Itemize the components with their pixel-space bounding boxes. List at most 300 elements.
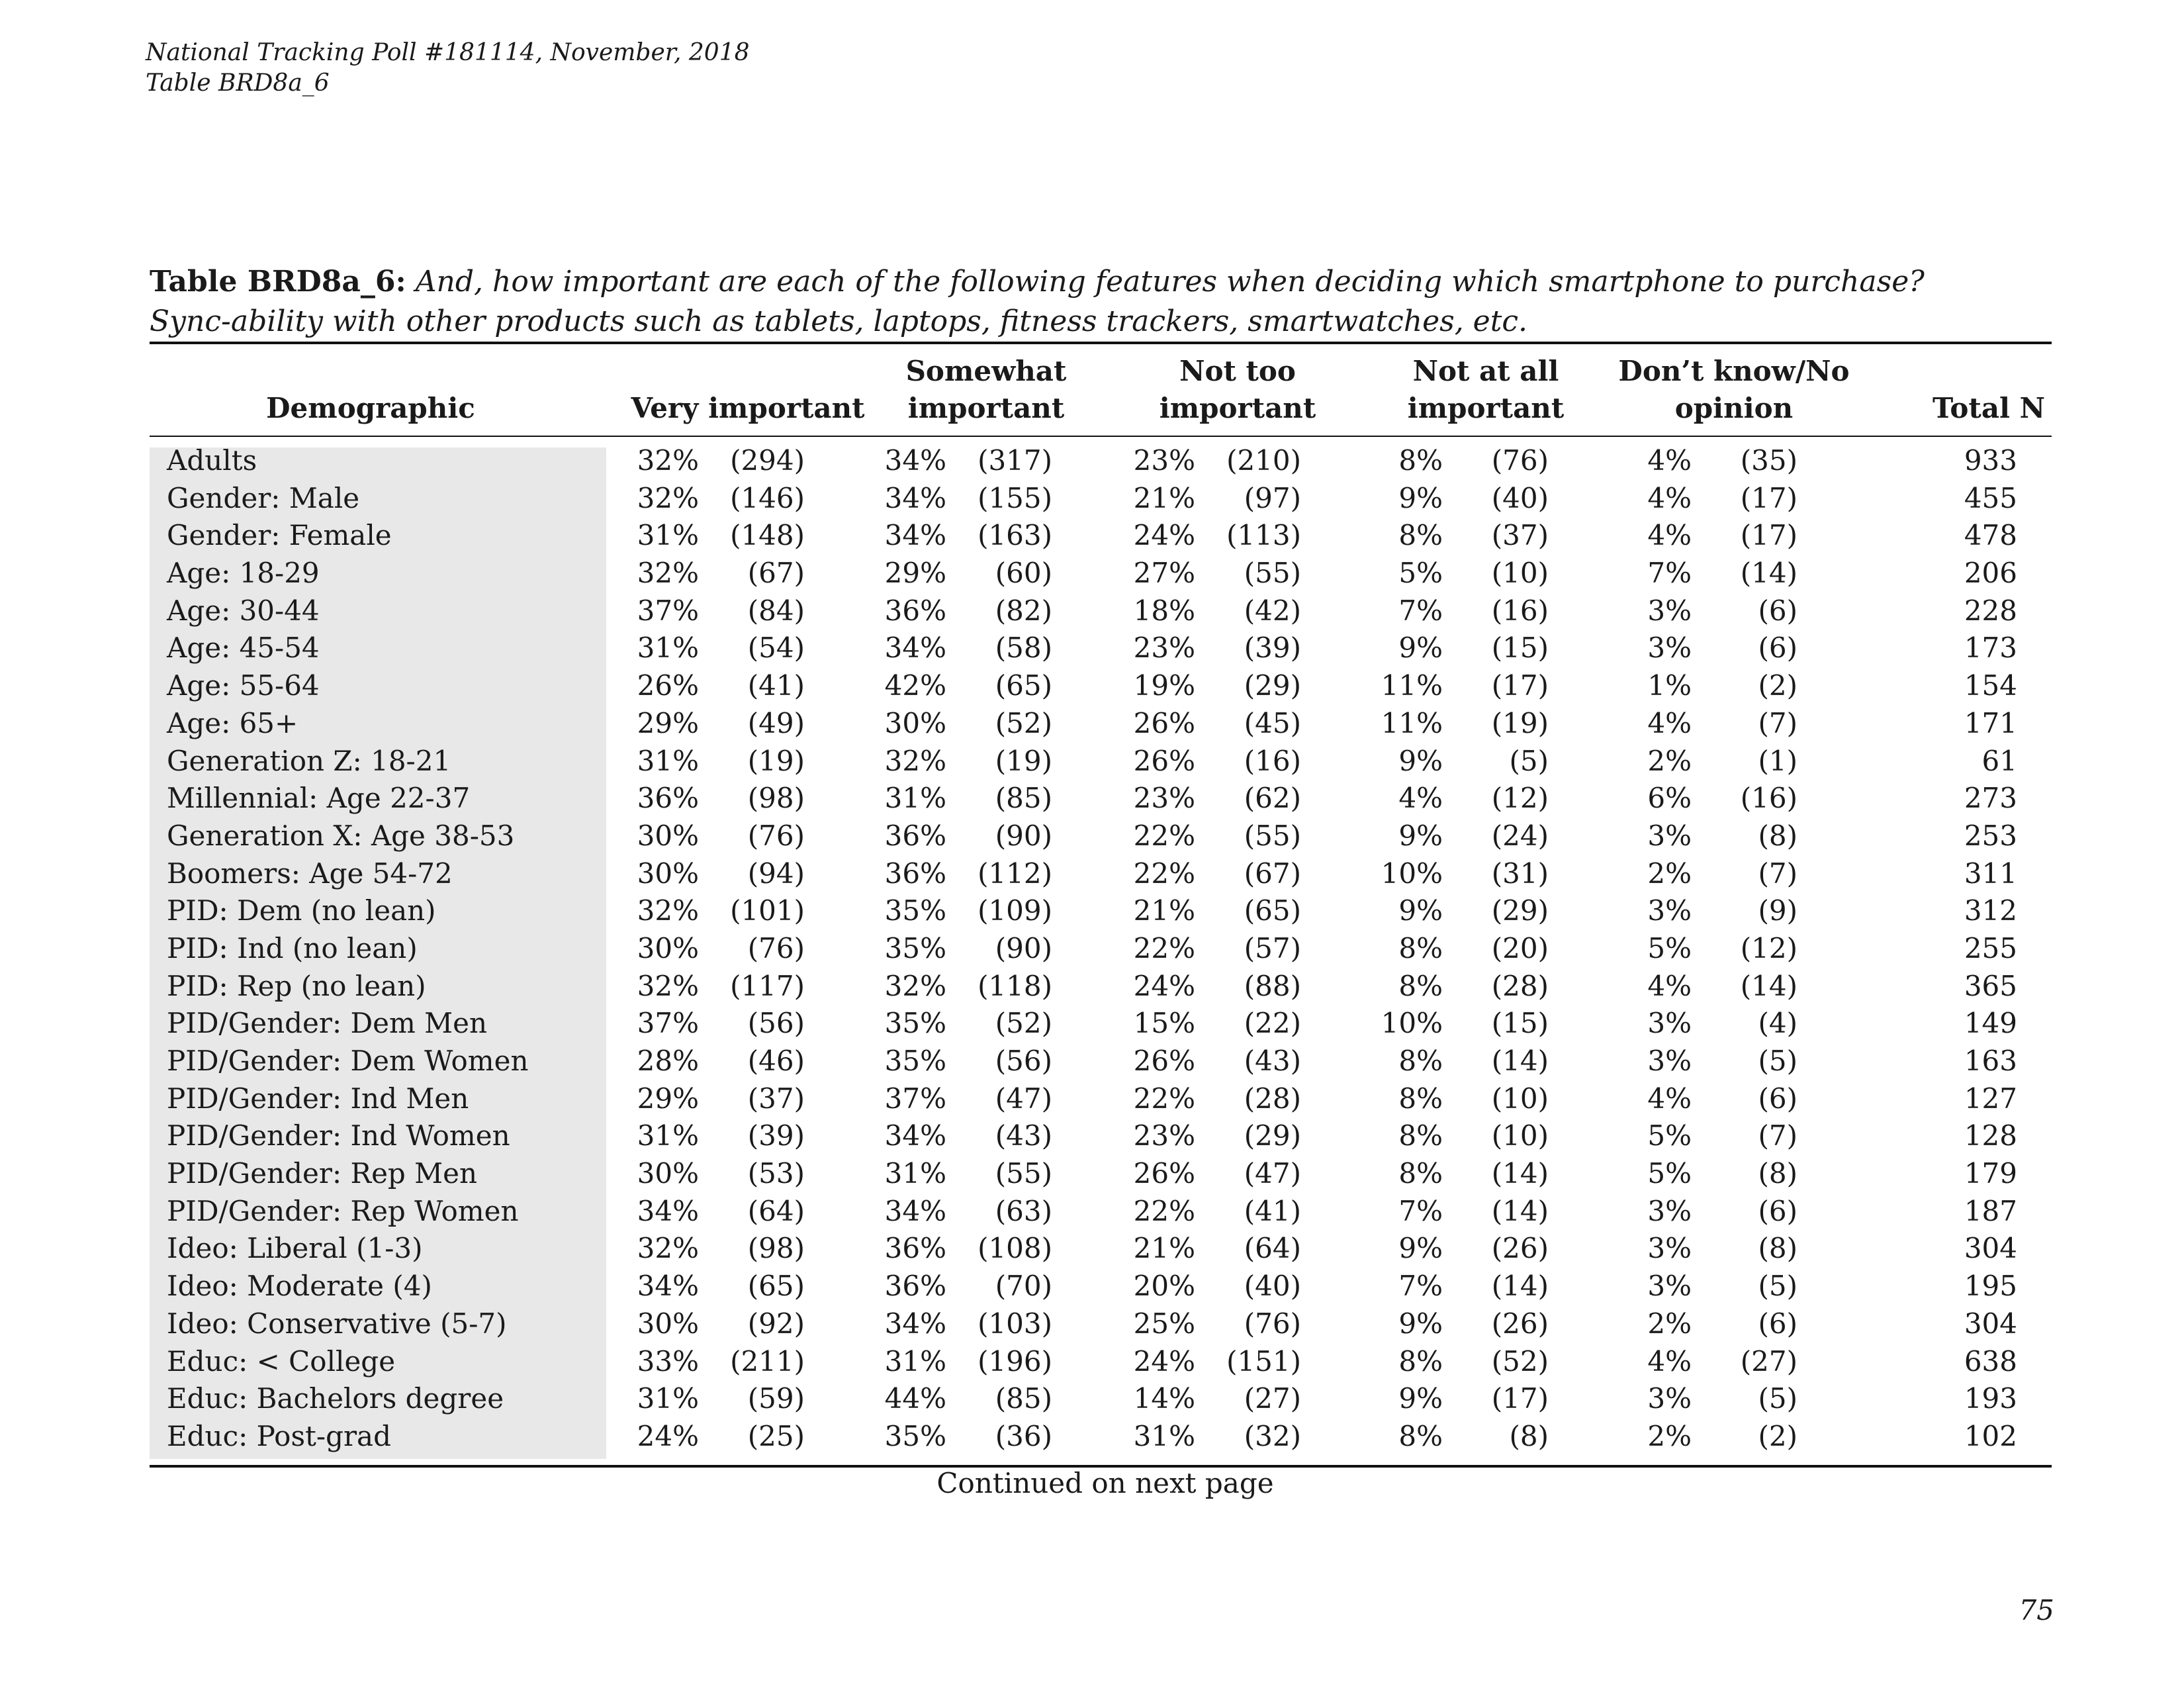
percent-cell: 26%: [1133, 744, 1195, 777]
row-label: Educ: < College: [167, 1344, 396, 1378]
percent-cell: 25%: [1133, 1307, 1195, 1340]
count-cell: (6): [1758, 594, 1797, 627]
percent-cell: 4%: [1647, 444, 1692, 477]
total-n-cell: 304: [1964, 1232, 2017, 1265]
count-cell: (90): [995, 931, 1052, 964]
percent-cell: 26%: [1133, 706, 1195, 739]
percent-cell: 4%: [1647, 706, 1692, 739]
count-cell: (29): [1244, 669, 1301, 702]
count-cell: (5): [1758, 1270, 1797, 1303]
count-cell: (16): [1740, 782, 1797, 815]
percent-cell: 3%: [1647, 1045, 1692, 1077]
count-cell: (103): [978, 1307, 1052, 1340]
caption-subtitle: Sync-ability with other products such as tablets, laptops, fitness trackers, smartwatches, etc.: [150, 305, 1528, 338]
percent-cell: 34%: [884, 1307, 946, 1340]
percent-cell: 3%: [1647, 1194, 1692, 1227]
percent-cell: 3%: [1647, 1007, 1692, 1040]
count-cell: (98): [747, 1232, 805, 1265]
percent-cell: 34%: [884, 632, 946, 665]
caption-label: Table BRD8a_6:: [150, 265, 406, 299]
table-caption: [150, 262, 2069, 342]
count-cell: (109): [978, 894, 1052, 927]
count-cell: (46): [747, 1045, 805, 1077]
percent-cell: 31%: [1133, 1419, 1195, 1452]
percent-cell: 5%: [1647, 1157, 1692, 1190]
count-cell: (15): [1491, 1007, 1549, 1040]
percent-cell: 9%: [1398, 894, 1443, 927]
total-n-cell: 187: [1964, 1194, 2017, 1227]
count-cell: (35): [1740, 444, 1797, 477]
percent-cell: 34%: [884, 519, 946, 552]
percent-cell: 32%: [637, 969, 699, 1002]
total-n-cell: 312: [1964, 894, 2017, 927]
total-n-cell: 206: [1964, 557, 2017, 590]
count-cell: (65): [995, 669, 1052, 702]
table-row: [0, 1305, 2184, 1343]
percent-cell: 35%: [884, 1419, 946, 1452]
count-cell: (17): [1491, 669, 1549, 702]
count-cell: (52): [995, 1007, 1052, 1040]
count-cell: (118): [978, 969, 1052, 1002]
count-cell: (64): [1244, 1232, 1301, 1265]
count-cell: (15): [1491, 632, 1549, 665]
count-cell: (211): [730, 1344, 805, 1378]
count-cell: (45): [1244, 706, 1301, 739]
count-cell: (84): [747, 594, 805, 627]
percent-cell: 4%: [1647, 481, 1692, 514]
table-row: [0, 1268, 2184, 1305]
row-label: Age: 30-44: [167, 594, 320, 627]
col-not-too-line1: Not too: [1179, 355, 1296, 387]
percent-cell: 26%: [1133, 1045, 1195, 1077]
percent-cell: 28%: [637, 1045, 699, 1077]
count-cell: (31): [1491, 857, 1549, 890]
table-header-rule: [150, 436, 2052, 437]
count-cell: (42): [1244, 594, 1301, 627]
col-not-too-line2: important: [1159, 392, 1316, 424]
percent-cell: 21%: [1133, 481, 1195, 514]
count-cell: (88): [1244, 969, 1301, 1002]
percent-cell: 32%: [884, 744, 946, 777]
percent-cell: 5%: [1647, 1119, 1692, 1152]
table-body: [0, 442, 2184, 1456]
total-n-cell: 128: [1964, 1119, 2017, 1152]
count-cell: (76): [1491, 444, 1549, 477]
percent-cell: 34%: [884, 481, 946, 514]
percent-cell: 18%: [1133, 594, 1195, 627]
count-cell: (19): [747, 744, 805, 777]
percent-cell: 34%: [884, 1119, 946, 1152]
col-somewhat-line2: important: [907, 392, 1065, 424]
col-total-n: Total N: [1932, 392, 2045, 424]
percent-cell: 4%: [1647, 1082, 1692, 1115]
percent-cell: 8%: [1398, 1082, 1443, 1115]
percent-cell: 30%: [884, 706, 946, 739]
count-cell: (53): [747, 1157, 805, 1190]
count-cell: (47): [995, 1082, 1052, 1115]
count-cell: (65): [1244, 894, 1301, 927]
count-cell: (17): [1740, 519, 1797, 552]
count-cell: (29): [1491, 894, 1549, 927]
count-cell: (37): [747, 1082, 805, 1115]
percent-cell: 2%: [1647, 1307, 1692, 1340]
count-cell: (98): [747, 782, 805, 815]
row-label: Generation Z: 18-21: [167, 744, 451, 777]
count-cell: (2): [1758, 669, 1797, 702]
count-cell: (8): [1758, 1232, 1797, 1265]
percent-cell: 32%: [637, 481, 699, 514]
percent-cell: 30%: [637, 1307, 699, 1340]
count-cell: (117): [730, 969, 805, 1002]
count-cell: (56): [747, 1007, 805, 1040]
count-cell: (196): [978, 1344, 1052, 1378]
table-row: [0, 968, 2184, 1006]
percent-cell: 8%: [1398, 1419, 1443, 1452]
count-cell: (17): [1740, 481, 1797, 514]
count-cell: (52): [995, 706, 1052, 739]
count-cell: (26): [1491, 1232, 1549, 1265]
percent-cell: 6%: [1647, 782, 1692, 815]
row-label: Gender: Male: [167, 481, 360, 514]
count-cell: (67): [747, 557, 805, 590]
percent-cell: 31%: [637, 744, 699, 777]
percent-cell: 8%: [1398, 519, 1443, 552]
percent-cell: 3%: [1647, 894, 1692, 927]
row-label: Ideo: Moderate (4): [167, 1270, 432, 1303]
table-row: [0, 1418, 2184, 1456]
col-very-important: Very important: [631, 392, 865, 424]
count-cell: (52): [1491, 1344, 1549, 1378]
percent-cell: 21%: [1133, 894, 1195, 927]
count-cell: (9): [1758, 894, 1797, 927]
count-cell: (16): [1491, 594, 1549, 627]
table-row: [0, 555, 2184, 592]
count-cell: (54): [747, 632, 805, 665]
count-cell: (108): [978, 1232, 1052, 1265]
percent-cell: 35%: [884, 1045, 946, 1077]
count-cell: (7): [1758, 706, 1797, 739]
col-not-at-all-line1: Not at all: [1412, 355, 1559, 387]
table-row: [0, 1117, 2184, 1155]
table-row: [0, 630, 2184, 667]
row-label: PID: Dem (no lean): [167, 894, 436, 927]
percent-cell: 32%: [884, 969, 946, 1002]
percent-cell: 15%: [1133, 1007, 1195, 1040]
percent-cell: 36%: [637, 782, 699, 815]
percent-cell: 8%: [1398, 1045, 1443, 1077]
count-cell: (37): [1491, 519, 1549, 552]
percent-cell: 23%: [1133, 632, 1195, 665]
percent-cell: 9%: [1398, 1382, 1443, 1415]
percent-cell: 2%: [1647, 857, 1692, 890]
count-cell: (163): [978, 519, 1052, 552]
percent-cell: 22%: [1133, 819, 1195, 852]
count-cell: (85): [995, 1382, 1052, 1415]
count-cell: (6): [1758, 1194, 1797, 1227]
percent-cell: 4%: [1647, 969, 1692, 1002]
count-cell: (82): [995, 594, 1052, 627]
table-row: [0, 930, 2184, 968]
row-label: PID/Gender: Ind Men: [167, 1082, 469, 1115]
count-cell: (113): [1226, 519, 1301, 552]
table-row: [0, 1005, 2184, 1043]
row-label: Age: 45-54: [167, 632, 320, 665]
count-cell: (4): [1758, 1007, 1797, 1040]
row-label: Age: 55-64: [167, 669, 320, 702]
total-n-cell: 304: [1964, 1307, 2017, 1340]
count-cell: (19): [995, 744, 1052, 777]
total-n-cell: 61: [1981, 744, 2017, 777]
percent-cell: 11%: [1381, 706, 1443, 739]
table-row: [0, 705, 2184, 743]
percent-cell: 31%: [884, 782, 946, 815]
count-cell: (62): [1244, 782, 1301, 815]
percent-cell: 8%: [1398, 969, 1443, 1002]
percent-cell: 24%: [1133, 969, 1195, 1002]
percent-cell: 24%: [1133, 1344, 1195, 1378]
count-cell: (10): [1491, 557, 1549, 590]
count-cell: (47): [1244, 1157, 1301, 1190]
count-cell: (64): [747, 1194, 805, 1227]
row-label: Gender: Female: [167, 519, 392, 552]
percent-cell: 37%: [884, 1082, 946, 1115]
percent-cell: 32%: [637, 1232, 699, 1265]
percent-cell: 4%: [1398, 782, 1443, 815]
table-row: [0, 780, 2184, 818]
percent-cell: 7%: [1398, 1194, 1443, 1227]
count-cell: (29): [1244, 1119, 1301, 1152]
percent-cell: 37%: [637, 1007, 699, 1040]
percent-cell: 8%: [1398, 1119, 1443, 1152]
percent-cell: 31%: [884, 1344, 946, 1378]
percent-cell: 31%: [637, 1382, 699, 1415]
count-cell: (41): [747, 669, 805, 702]
row-label: PID/Gender: Rep Women: [167, 1194, 519, 1227]
table-row: [0, 818, 2184, 855]
table-row: [0, 1380, 2184, 1418]
count-cell: (5): [1509, 744, 1549, 777]
count-cell: (27): [1740, 1344, 1797, 1378]
count-cell: (39): [1244, 632, 1301, 665]
total-n-cell: 173: [1964, 632, 2017, 665]
percent-cell: 23%: [1133, 444, 1195, 477]
percent-cell: 1%: [1647, 669, 1692, 702]
count-cell: (14): [1740, 557, 1797, 590]
percent-cell: 11%: [1381, 669, 1443, 702]
percent-cell: 22%: [1133, 1082, 1195, 1115]
count-cell: (5): [1758, 1045, 1797, 1077]
percent-cell: 36%: [884, 1232, 946, 1265]
percent-cell: 5%: [1647, 931, 1692, 964]
count-cell: (26): [1491, 1307, 1549, 1340]
total-n-cell: 102: [1964, 1419, 2017, 1452]
percent-cell: 9%: [1398, 1307, 1443, 1340]
table-row: [0, 480, 2184, 518]
count-cell: (5): [1758, 1382, 1797, 1415]
count-cell: (10): [1491, 1119, 1549, 1152]
col-dont-know-line1: Don’t know/No: [1618, 355, 1850, 387]
table-row: [0, 743, 2184, 780]
percent-cell: 37%: [637, 594, 699, 627]
row-label: Adults: [167, 444, 257, 477]
row-label: PID/Gender: Rep Men: [167, 1157, 478, 1190]
count-cell: (14): [1491, 1157, 1549, 1190]
percent-cell: 29%: [637, 706, 699, 739]
count-cell: (40): [1244, 1270, 1301, 1303]
percent-cell: 34%: [637, 1270, 699, 1303]
percent-cell: 4%: [1647, 1344, 1692, 1378]
caption-question: And, how important are each of the following features when deciding which smartphone to purchase?: [415, 265, 1925, 299]
count-cell: (24): [1491, 819, 1549, 852]
count-cell: (43): [1244, 1045, 1301, 1077]
percent-cell: 7%: [1398, 594, 1443, 627]
count-cell: (94): [747, 857, 805, 890]
row-label: Educ: Post-grad: [167, 1419, 391, 1452]
percent-cell: 35%: [884, 894, 946, 927]
table-row: [0, 592, 2184, 630]
count-cell: (76): [747, 819, 805, 852]
count-cell: (10): [1491, 1082, 1549, 1115]
count-cell: (56): [995, 1045, 1052, 1077]
count-cell: (55): [1244, 557, 1301, 590]
row-label: Boomers: Age 54-72: [167, 857, 453, 890]
percent-cell: 31%: [637, 519, 699, 552]
total-n-cell: 228: [1964, 594, 2017, 627]
percent-cell: 29%: [884, 557, 946, 590]
count-cell: (8): [1758, 819, 1797, 852]
count-cell: (6): [1758, 1082, 1797, 1115]
count-cell: (70): [995, 1270, 1052, 1303]
count-cell: (16): [1244, 744, 1301, 777]
col-dont-know-line2: opinion: [1674, 392, 1794, 424]
count-cell: (151): [1226, 1344, 1301, 1378]
count-cell: (7): [1758, 1119, 1797, 1152]
percent-cell: 29%: [637, 1082, 699, 1115]
total-n-cell: 179: [1964, 1157, 2017, 1190]
col-not-at-all-line2: important: [1407, 392, 1565, 424]
percent-cell: 30%: [637, 931, 699, 964]
percent-cell: 31%: [637, 1119, 699, 1152]
col-somewhat-line1: Somewhat: [905, 355, 1067, 387]
count-cell: (6): [1758, 1307, 1797, 1340]
percent-cell: 33%: [637, 1344, 699, 1378]
percent-cell: 8%: [1398, 444, 1443, 477]
percent-cell: 30%: [637, 1157, 699, 1190]
count-cell: (85): [995, 782, 1052, 815]
count-cell: (28): [1244, 1082, 1301, 1115]
percent-cell: 26%: [637, 669, 699, 702]
percent-cell: 2%: [1647, 1419, 1692, 1452]
count-cell: (43): [995, 1119, 1052, 1152]
count-cell: (22): [1244, 1007, 1301, 1040]
row-label: PID/Gender: Dem Men: [167, 1007, 488, 1040]
count-cell: (101): [730, 894, 805, 927]
percent-cell: 9%: [1398, 819, 1443, 852]
count-cell: (76): [1244, 1307, 1301, 1340]
table-row: [0, 892, 2184, 930]
percent-cell: 22%: [1133, 857, 1195, 890]
total-n-cell: 311: [1964, 857, 2017, 890]
row-label: Ideo: Conservative (5-7): [167, 1307, 507, 1340]
percent-cell: 8%: [1398, 1344, 1443, 1378]
percent-cell: 32%: [637, 557, 699, 590]
percent-cell: 9%: [1398, 744, 1443, 777]
continued-note: Continued on next page: [936, 1467, 1274, 1499]
percent-cell: 35%: [884, 1007, 946, 1040]
table-row: [0, 1080, 2184, 1118]
percent-cell: 23%: [1133, 782, 1195, 815]
total-n-cell: 127: [1964, 1082, 2017, 1115]
count-cell: (12): [1491, 782, 1549, 815]
total-n-cell: 195: [1964, 1270, 2017, 1303]
percent-cell: 10%: [1381, 1007, 1443, 1040]
row-label: Educ: Bachelors degree: [167, 1382, 504, 1415]
count-cell: (8): [1509, 1419, 1549, 1452]
percent-cell: 3%: [1647, 594, 1692, 627]
percent-cell: 3%: [1647, 819, 1692, 852]
percent-cell: 3%: [1647, 1232, 1692, 1265]
table-row: [0, 517, 2184, 555]
count-cell: (92): [747, 1307, 805, 1340]
table-row: [0, 1043, 2184, 1080]
count-cell: (57): [1244, 931, 1301, 964]
total-n-cell: 171: [1964, 706, 2017, 739]
total-n-cell: 455: [1964, 481, 2017, 514]
count-cell: (32): [1244, 1419, 1301, 1452]
table-id: Table BRD8a_6: [146, 70, 330, 97]
count-cell: (148): [730, 519, 805, 552]
percent-cell: 34%: [637, 1194, 699, 1227]
count-cell: (60): [995, 557, 1052, 590]
percent-cell: 35%: [884, 931, 946, 964]
row-label: Generation X: Age 38-53: [167, 819, 515, 852]
count-cell: (8): [1758, 1157, 1797, 1190]
percent-cell: 5%: [1398, 557, 1443, 590]
page-number: 75: [2019, 1594, 2054, 1626]
count-cell: (6): [1758, 632, 1797, 665]
percent-cell: 32%: [637, 444, 699, 477]
count-cell: (40): [1491, 481, 1549, 514]
total-n-cell: 273: [1964, 782, 2017, 815]
table-row: [0, 442, 2184, 480]
percent-cell: 3%: [1647, 1382, 1692, 1415]
percent-cell: 34%: [884, 444, 946, 477]
count-cell: (20): [1491, 931, 1549, 964]
percent-cell: 24%: [637, 1419, 699, 1452]
count-cell: (112): [978, 857, 1052, 890]
row-label: PID: Ind (no lean): [167, 931, 418, 964]
percent-cell: 20%: [1133, 1270, 1195, 1303]
count-cell: (1): [1758, 744, 1797, 777]
percent-cell: 9%: [1398, 632, 1443, 665]
count-cell: (14): [1491, 1045, 1549, 1077]
table-row: [0, 667, 2184, 705]
count-cell: (49): [747, 706, 805, 739]
percent-cell: 21%: [1133, 1232, 1195, 1265]
percent-cell: 14%: [1133, 1382, 1195, 1415]
table-row: [0, 855, 2184, 893]
total-n-cell: 933: [1964, 444, 2017, 477]
count-cell: (14): [1491, 1270, 1549, 1303]
count-cell: (25): [747, 1419, 805, 1452]
count-cell: (19): [1491, 706, 1549, 739]
percent-cell: 42%: [884, 669, 946, 702]
percent-cell: 9%: [1398, 481, 1443, 514]
percent-cell: 32%: [637, 894, 699, 927]
count-cell: (90): [995, 819, 1052, 852]
count-cell: (155): [978, 481, 1052, 514]
total-n-cell: 365: [1964, 969, 2017, 1002]
